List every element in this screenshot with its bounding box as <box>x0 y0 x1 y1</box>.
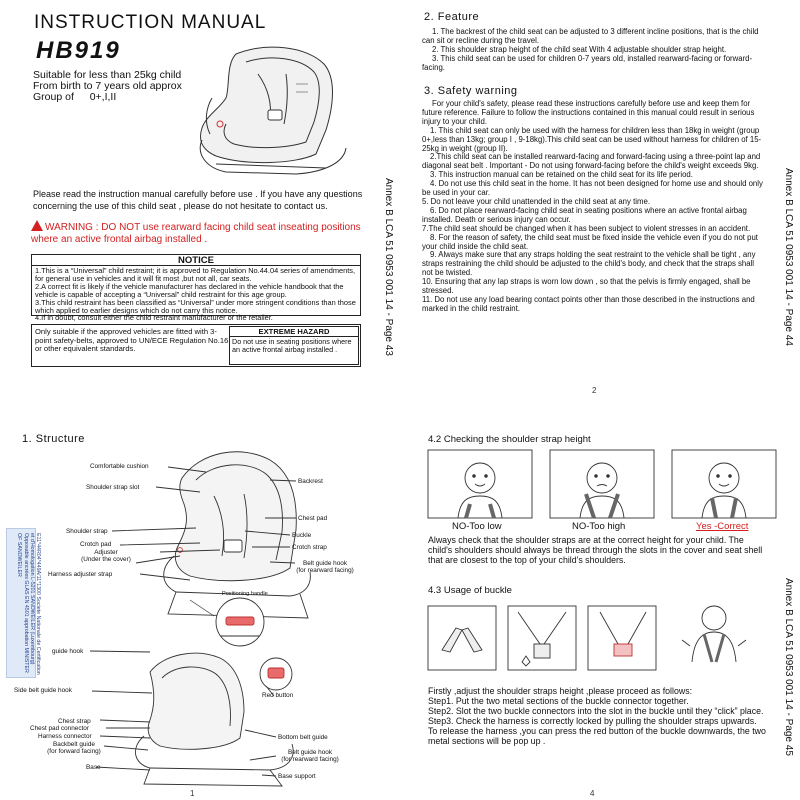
step-item: Step1. Put the two metal sections of the buckle connector together. <box>428 696 689 706</box>
label-belt-guide-hook-sub: (for rearward facing) <box>296 567 354 574</box>
safety-heading: 3. Safety warning <box>424 85 518 97</box>
annex-reference: Annex B LCA 51 0953 001 14 - Page 43 <box>383 178 394 356</box>
safety-item: 7.The child seat should be changed when it has been subject to violent stresses in an accident. <box>422 223 751 233</box>
label-belt-guide-hook-rear-2 <box>274 749 346 763</box>
caption-too-high: NO-Too high <box>572 521 626 532</box>
group-line <box>33 92 193 103</box>
page-number: 2 <box>592 386 597 395</box>
label-side-belt-guide-hook: Side belt guide hook <box>14 687 72 694</box>
label-adjuster <box>76 549 136 563</box>
label-shoulder-strap: Shoulder strap <box>66 528 108 535</box>
car-seat-illustration <box>176 44 356 184</box>
label-base-support: Base support <box>278 773 316 780</box>
structure-diagram <box>0 400 400 800</box>
vehicle-suitability-box <box>31 324 361 367</box>
label-shoulder-strap-slot: Shoulder strap slot <box>86 484 140 491</box>
safety-intro: For your child's safety, please read these instructions carefully before use and keep them for future reference. Failure to follow the instructions contained in this manual could result in serious injury to your child. <box>422 99 755 126</box>
notice-item: 2.A correct fit is likely if the vehicle manufacturer has declared in the vehicle handbook that the vehicle is capable of accepting a “Universal” child restraint for this age group. <box>35 281 344 299</box>
label-belt-guide-hook-rear <box>290 560 360 574</box>
label-comfortable-cushion: Comfortable cushion <box>90 463 149 470</box>
label-belt-guide-hook-2-main: Belt guide hook <box>287 749 333 756</box>
page-number: 1 <box>190 789 195 798</box>
manual-page-cover <box>0 0 400 400</box>
step-intro: Firstly ,adjust the shoulder straps height ,please proceed as follows: <box>428 686 693 696</box>
hazard-title: EXTREME HAZARD <box>230 327 358 337</box>
safety-item: 11. Do not use any load bearing contact points other than those described in the instructions and marked in the child restraint. <box>422 294 755 313</box>
label-crotch-pad: Crotch pad <box>80 541 112 548</box>
label-chest-pad: Chest pad <box>298 515 328 522</box>
label-backbelt-guide-sub: (for forward facing) <box>47 748 101 755</box>
manual-page-usage <box>400 400 800 800</box>
notice-box <box>31 254 361 323</box>
warning-text: WARNING : DO NOT use rearward facing child seat inseating positions where an active frontal airbag installed . <box>31 222 361 245</box>
stamp-text: E11*44R04*449A/11*1300 Societe Nationale de Certification et d'Homologation L-5201 SANDWEILER (Luxembourg) Opposable ancrées GLAS EN 4501 approbation MINISTER OF SANDWEILER <box>16 533 41 675</box>
safety-list <box>422 100 767 314</box>
step-item: Step3. Check the harness is correctly locked by pulling the shoulder straps upwards. <box>428 716 757 726</box>
suitable-weight: Suitable for less than 25kg child <box>33 69 182 81</box>
group-value: 0+,I,II <box>89 91 117 103</box>
label-adjuster-main: Adjuster <box>94 549 118 556</box>
label-buckle: Buckle <box>292 532 312 539</box>
hazard-text: Do not use in seating positions where an active frontal airbag installed . <box>232 337 352 354</box>
notice-title: NOTICE <box>32 255 360 266</box>
manual-title: INSTRUCTION MANUAL <box>34 12 267 33</box>
group-label: Group of <box>33 91 74 103</box>
caption-too-low: NO-Too low <box>452 521 502 532</box>
feature-item: 3. This child seat can be used for children 0-7 years old, installed rearward-facing or forward-facing. <box>422 53 753 72</box>
label-backbelt-guide <box>42 741 106 755</box>
safety-item: 6. Do not place rearward-facing child seat in seating positions where an active frontal airbag installed. Death or serious injury can occur. <box>422 205 747 224</box>
label-adjuster-sub: (Under the cover) <box>81 556 131 563</box>
read-manual-note: Please read the instruction manual carefully before use . If you have any questions concerning the use of this child seat , please do not hesitate to contact us. <box>33 189 363 211</box>
safety-item: 4. Do not use this child seat in the home. It has not been designed for home use and should only be used in your car. <box>422 179 763 198</box>
label-backbelt-guide-main: Backbelt guide <box>53 741 95 748</box>
structure-heading: 1. Structure <box>22 433 85 445</box>
label-crotch-strap: Crotch strap <box>292 544 327 551</box>
buckle-steps <box>428 686 778 746</box>
safety-item: 9. Always make sure that any straps holding the seat restraint to the vehicle shall be tight , any straps restraining the child should be adjusted to the child's body, and check that the straps shall not be twisted. <box>422 250 756 278</box>
label-chest-strap: Chest strap <box>58 718 91 725</box>
notice-item: 3.This child restraint has been classified as “Universal” under more stringent conditions than those which applied to earlier designs which do not carry this notice. <box>35 297 356 315</box>
feature-heading: 2. Feature <box>424 11 480 23</box>
suitable-age: From birth to 7 years old approx <box>33 80 182 92</box>
step-item: Step2. Slot the two buckle connectors into the slot in the buckle until they “click” place. <box>428 706 764 716</box>
label-harness-adjuster-strap: Harness adjuster strap <box>48 571 113 578</box>
notice-item: 1.This is a “Universal” child restraint; it is approved to Regulation No.44.04 series of amendments, for general use in vehicles and it will fit most ,but not all, car seats. <box>35 266 355 283</box>
feature-list <box>422 28 767 73</box>
extreme-hazard-box <box>229 326 359 365</box>
notice-item: 4.If in doubt, consult either the child restraint manufacturer or the retailer. <box>35 313 273 323</box>
page-number: 4 <box>590 789 595 798</box>
shoulder-height-heading: 4.2 Checking the shoulder strap height <box>428 434 591 445</box>
annex-reference: Annex B LCA 51 0953 001 14 - Page 45 <box>783 578 794 756</box>
suitability-info <box>33 70 193 103</box>
safety-item: 2.This child seat can be installed rearward-facing and forward-facing using a three-point lap and diagonal seat belt . Important - Do not using forward-facing before the child's weight exceeds 9kg. <box>422 152 761 171</box>
release-instructions: To release the harness ,you can press the red button of the buckle downwards, the two metal sections will be pop up . <box>428 726 766 746</box>
model-number: HB919 <box>36 37 121 64</box>
certification-stamp <box>6 528 41 678</box>
buckle-usage-heading: 4.3 Usage of buckle <box>428 585 512 596</box>
feature-item: 2. This shoulder strap height of the child seat With 4 adjustable shoulder strap height. <box>432 44 727 54</box>
label-positioning-handle: Positioning handle <box>222 591 268 597</box>
label-chest-pad-connector: Chest pad connector <box>30 725 89 732</box>
safety-item: 10. Ensuring that any lap straps is worn low down , so that the pelvis is firmly engaged, shall be stressed. <box>422 277 751 296</box>
shoulder-height-text: Always check that the shoulder straps are at the correct height for your child. The child's shoulders should always be thread through the slots in the cover and seat shell that are closest to the top of your child's shoulders. <box>428 535 763 565</box>
only-suitable-text: Only suitable if the approved vehicles are fitted with 3-point safety-belts, approved to UN/ECE Regulation No.16 or other equivalent standards. <box>35 327 229 353</box>
safety-item: 3. This instruction manual can be retained on the child seat for its life period. <box>430 170 693 180</box>
feature-item: 1. The backrest of the child seat can be adjusted to 3 different incline positions, that is the child can sit or recline during the travel. <box>422 27 759 45</box>
label-bottom-belt-guide: Bottom belt guide <box>278 734 328 741</box>
annex-reference: Annex B LCA 51 0953 001 14 - Page 44 <box>783 168 794 346</box>
manual-page-structure <box>0 400 400 800</box>
airbag-warning <box>31 220 361 246</box>
caption-correct: Yes -Correct <box>696 521 749 532</box>
safety-item: 5. Do not leave your child unattended in the child seat at any time. <box>422 196 650 206</box>
label-harness-connector: Harness connector <box>38 733 92 740</box>
label-belt-guide-hook-main: Belt guide hook <box>302 560 348 567</box>
notice-list <box>32 266 360 323</box>
safety-item: 1. This child seat can only be used with the harness for children less than 18kg in weight (group 0+,less than 13kg; group I , 9-18kg).This child seat can be used without harness for children of 15-25kg in weight (group II). <box>422 125 762 153</box>
label-red-button: Red button <box>262 692 294 699</box>
label-base: Base <box>86 764 101 771</box>
manual-page-feature-safety <box>400 0 800 400</box>
label-belt-guide-hook-2-sub: (for rearward facing) <box>281 756 339 763</box>
label-backrest: Backrest <box>298 478 323 485</box>
warning-icon <box>31 220 43 231</box>
safety-item: 8. For the reason of safety, the child seat must be fixed inside the vehicle even if you do not put your child inside the child seat. <box>422 232 758 251</box>
label-guide-hook: guide hook <box>52 648 84 655</box>
